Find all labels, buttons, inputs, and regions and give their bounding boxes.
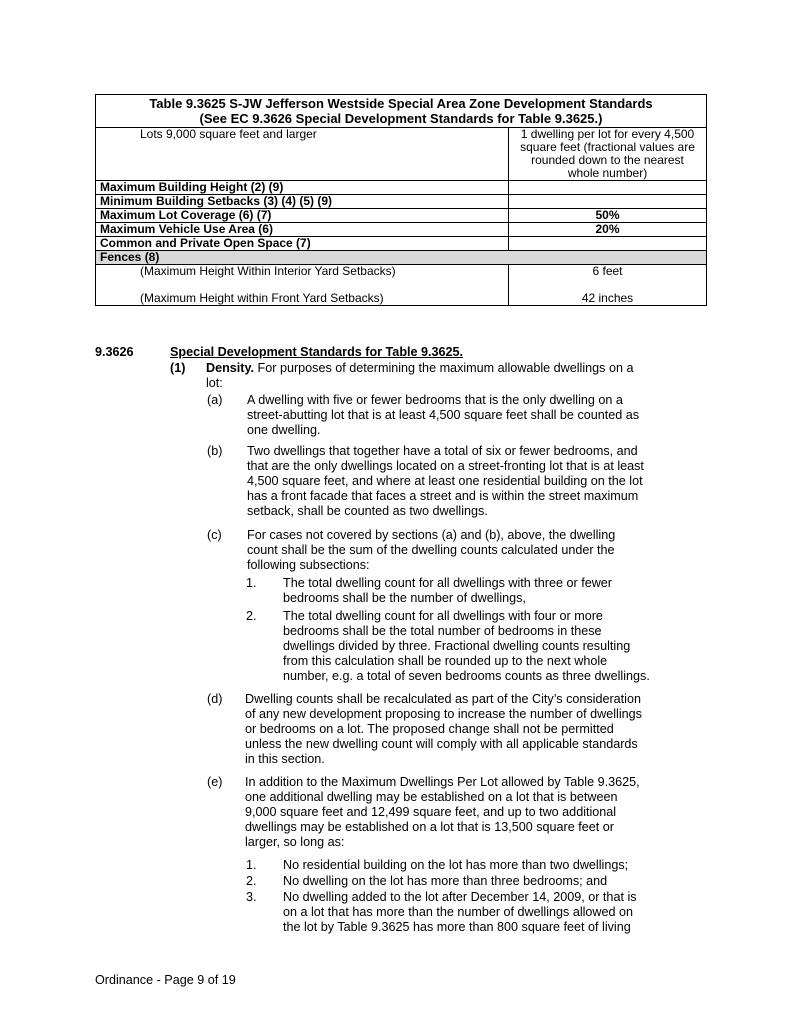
standard-value bbox=[509, 181, 707, 195]
subsection-text-b bbox=[247, 444, 707, 519]
subsection-text-a bbox=[247, 393, 707, 438]
text-line: on a lot that has more than the number of dwellings allowed on bbox=[283, 905, 634, 919]
standard-label: Common and Private Open Space (7) bbox=[96, 237, 509, 251]
text-line: the lot by Table 9.3625 has more than 800 square feet of living bbox=[283, 920, 631, 934]
text-line: unless the new dwelling count will comply with all applicable standards bbox=[245, 737, 638, 751]
text-line: of any new development proposing to increase the number of dwellings bbox=[245, 707, 642, 721]
subsection-text-c bbox=[247, 528, 707, 573]
section-title-text: Special Development Standards for Table 9.3625 bbox=[170, 345, 460, 359]
text-line: number, e.g. a total of seven bedrooms counts as three dwellings. bbox=[283, 669, 650, 683]
fence-interior-value: 6 feet bbox=[509, 265, 707, 286]
table-row bbox=[96, 237, 707, 251]
lots-label-cell: Lots 9,000 square feet and larger bbox=[96, 128, 509, 181]
item-1-text: For purposes of determining the maximum allowable dwellings on a bbox=[254, 361, 634, 375]
standard-value: 20% bbox=[509, 223, 707, 237]
subsection-label-e3: 3. bbox=[246, 890, 257, 904]
page-footer: Ordinance - Page 9 of 19 bbox=[95, 973, 236, 987]
text-line: In addition to the Maximum Dwellings Per Lot allowed by Table 9.3625, bbox=[245, 775, 640, 789]
text-line: No dwelling added to the lot after December 14, 2009, or that is bbox=[283, 890, 637, 904]
table-row bbox=[96, 181, 707, 195]
text-line: Dwelling counts shall be recalculated as part of the City’s consideration bbox=[245, 692, 641, 706]
subsection-text-e bbox=[245, 775, 707, 850]
text-line: For cases not covered by sections (a) and (b), above, the dwelling bbox=[247, 528, 616, 542]
standard-value: 50% bbox=[509, 209, 707, 223]
lots-value-cell bbox=[509, 128, 707, 181]
subsection-text-e3 bbox=[283, 890, 707, 935]
subsection-label-c1: 1. bbox=[246, 576, 257, 590]
text-line: in this section. bbox=[245, 752, 325, 766]
subsection-label-d: (d) bbox=[207, 692, 223, 706]
section-number: 9.3626 bbox=[95, 345, 134, 359]
subsection-label-c: (c) bbox=[207, 528, 222, 542]
standard-value bbox=[509, 195, 707, 209]
text-line: No residential building on the lot has more than two dwellings; bbox=[283, 858, 629, 872]
text-line: dwellings divided by three. Fractional dwelling counts resulting bbox=[283, 639, 631, 653]
table-row bbox=[96, 223, 707, 237]
text-line: street-abutting lot that is at least 4,500 square feet shall be counted as bbox=[247, 408, 640, 422]
fence-front-value: 42 inches bbox=[509, 285, 707, 306]
subsection-text-d bbox=[245, 692, 707, 767]
text-line: The total dwelling count for all dwellings with three or fewer bbox=[283, 576, 612, 590]
table-title-line2: (See EC 9.3626 Special Development Standards for Table 9.3625.) bbox=[199, 111, 603, 126]
text-line: 4,500 square feet, and where at least one residential building on the lot bbox=[247, 474, 643, 488]
subsection-text-c2 bbox=[283, 609, 707, 684]
text-line: setback, shall be counted as two dwellings. bbox=[247, 504, 488, 518]
subsection-label-e: (e) bbox=[207, 775, 223, 789]
subsection-label-e2: 2. bbox=[246, 874, 257, 888]
item-1-number: (1) bbox=[170, 361, 186, 375]
standard-label: Minimum Building Setbacks (3) (4) (5) (9) bbox=[96, 195, 509, 209]
subsection-label-e1: 1. bbox=[246, 858, 257, 872]
fences-row: Fences (8) bbox=[96, 251, 707, 265]
subsection-label-b: (b) bbox=[207, 444, 223, 458]
text-line: from this calculation shall be rounded up to the next whole bbox=[283, 654, 608, 668]
table-title-line1: Table 9.3625 S-JW Jefferson Westside Special Area Zone Development Standards bbox=[149, 96, 653, 111]
subsection-text-e2 bbox=[283, 874, 707, 889]
standard-value bbox=[509, 237, 707, 251]
subsection-text-c1 bbox=[283, 576, 707, 606]
text-line: that are the only dwellings located on a street-fronting lot that is at least bbox=[247, 459, 644, 473]
item-1-density bbox=[206, 361, 706, 391]
item-1-heading: Density. bbox=[206, 361, 255, 375]
text-line: larger, so long as: bbox=[245, 835, 345, 849]
table-row bbox=[96, 195, 707, 209]
text-line: one additional dwelling may be established on a lot that is between bbox=[245, 790, 618, 804]
text-line: 9,000 square feet and 12,499 square feet, and up to two additional bbox=[245, 805, 617, 819]
development-standards-table bbox=[95, 94, 707, 306]
fence-front-label: (Maximum Height within Front Yard Setbacks) bbox=[96, 285, 509, 306]
text-line: dwellings may be established on a lot that is 13,500 square feet or bbox=[245, 820, 614, 834]
text-line: bedrooms shall be the total number of bedrooms in these bbox=[283, 624, 602, 638]
fence-interior-label: (Maximum Height Within Interior Yard Setbacks) bbox=[96, 265, 509, 286]
text-line: The total dwelling count for all dwellings with four or more bbox=[283, 609, 603, 623]
subsection-text-e1 bbox=[283, 858, 707, 873]
text-line: has a front facade that faces a street and is within the street maximum bbox=[247, 489, 639, 503]
standards-rows bbox=[96, 181, 707, 251]
standard-label: Maximum Lot Coverage (6) (7) bbox=[96, 209, 509, 223]
lots-value-text: 1 dwelling per lot for every 4,500 square feet (fractional values are rounded down to the nearest whole number) bbox=[520, 127, 695, 180]
standard-label: Maximum Building Height (2) (9) bbox=[96, 181, 509, 195]
text-line: following subsections: bbox=[247, 558, 370, 572]
text-line: count shall be the sum of the dwelling counts calculated under the bbox=[247, 543, 615, 557]
text-line: Two dwellings that together have a total of six or fewer bedrooms, and bbox=[247, 444, 638, 458]
text-line: one dwelling. bbox=[247, 423, 321, 437]
section-title bbox=[170, 345, 463, 359]
subsection-label-c2: 2. bbox=[246, 609, 257, 623]
text-line: bedrooms shall be the number of dwellings, bbox=[283, 591, 526, 605]
item-1-text-cont: lot: bbox=[206, 376, 223, 390]
text-line: No dwelling on the lot has more than three bedrooms; and bbox=[283, 874, 608, 888]
table-title bbox=[96, 95, 707, 128]
text-line: or bedrooms on a lot. The proposed change shall not be permitted bbox=[245, 722, 614, 736]
section-title-end: . bbox=[459, 345, 464, 359]
table-row bbox=[96, 209, 707, 223]
standard-label: Maximum Vehicle Use Area (6) bbox=[96, 223, 509, 237]
subsection-label-a: (a) bbox=[207, 393, 223, 407]
text-line: A dwelling with five or fewer bedrooms that is the only dwelling on a bbox=[247, 393, 623, 407]
